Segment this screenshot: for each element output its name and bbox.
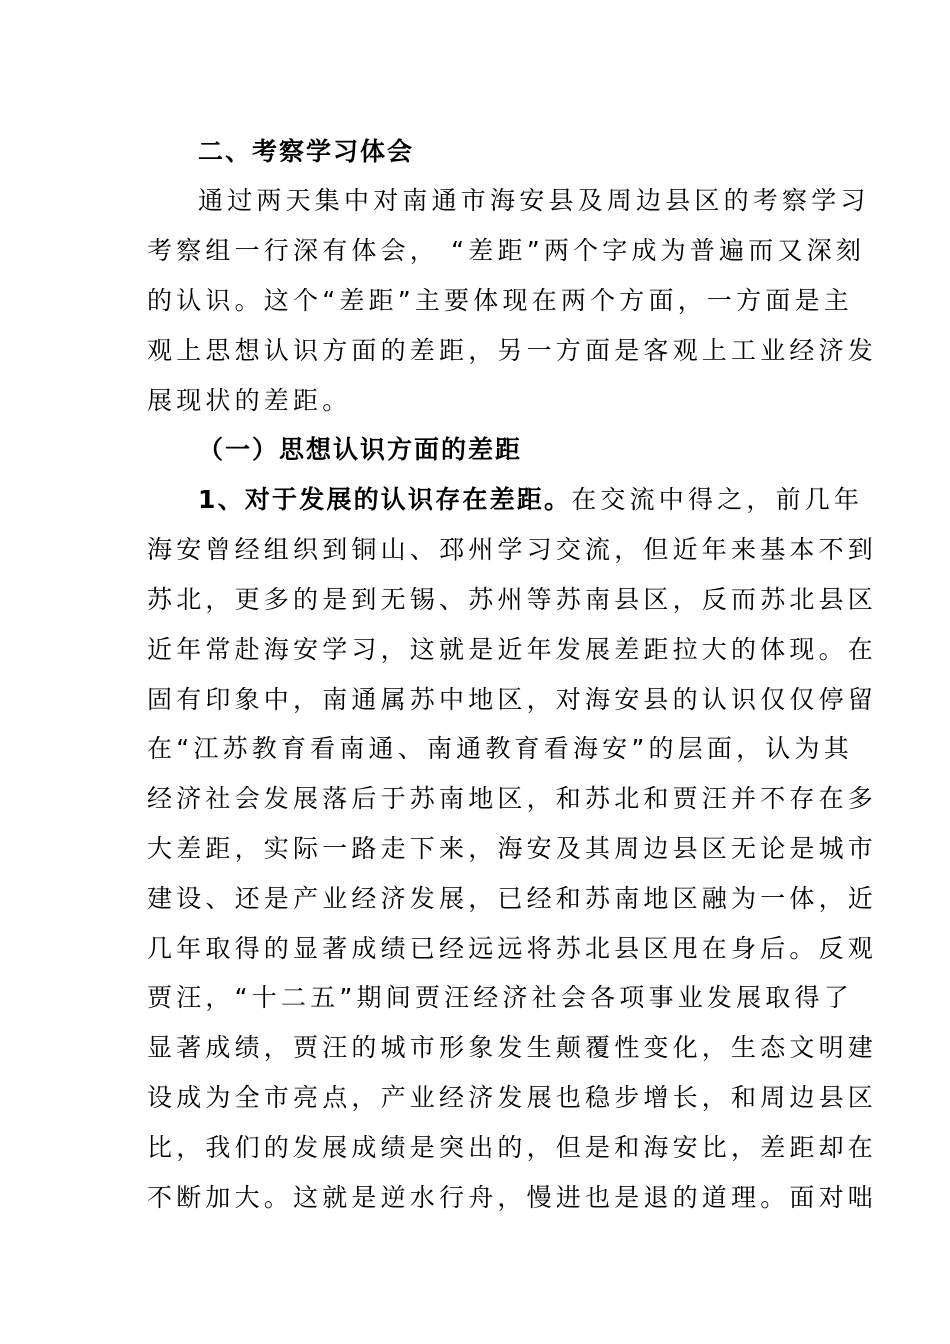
point-1-line-5: 固有印象中，南通属苏中地区，对海安县的认识仅仅停留 bbox=[147, 685, 878, 714]
intro-line-5: 展现状的差距。 bbox=[147, 386, 352, 415]
intro-line-1: 通过两天集中对南通市海安县及周边县区的考察学习 bbox=[198, 186, 870, 215]
point-1-line-8: 大差距，实际一路走下来，海安及其周边县区无论是城市 bbox=[147, 834, 878, 863]
point-1-line-2: 海安曾经组织到铜山、邳州学习交流，但近年来基本不到 bbox=[147, 535, 878, 564]
point-1-first-line bbox=[198, 483, 863, 517]
point-1-lead: 1、对于发展的认识存在差距。 bbox=[198, 485, 572, 514]
point-1-line-11: 贾汪，“十二五”期间贾汪经济社会各项事业发展取得了 bbox=[147, 983, 853, 1012]
point-1-line-6: 在“江苏教育看南通、南通教育看海安”的层面，认为其 bbox=[147, 734, 853, 763]
point-1-line-7: 经济社会发展落后于苏南地区，和苏北和贾汪并不存在多 bbox=[147, 784, 878, 813]
point-1-line-15: 不断加大。这就是逆水行舟，慢进也是退的道理。面对咄 bbox=[147, 1183, 878, 1212]
point-1-line-13: 设成为全市亮点，产业经济发展也稳步增长，和周边县区 bbox=[147, 1083, 878, 1112]
point-1-line-12: 显著成绩，贾汪的城市形象发生颠覆性变化，生态文明建 bbox=[147, 1033, 878, 1062]
point-1-line-10: 几年取得的显著成绩已经远远将苏北县区甩在身后。反观 bbox=[147, 934, 878, 963]
point-1-line-4: 近年常赴海安学习，这就是近年发展差距拉大的体现。在 bbox=[147, 635, 878, 664]
section-heading: 二、考察学习体会 bbox=[198, 137, 415, 166]
intro-line-4: 观上思想认识方面的差距，另一方面是客观上工业经济发 bbox=[147, 336, 878, 365]
point-1-first-line-rest: 在交流中得之，前几年 bbox=[571, 485, 864, 514]
intro-line-3: 的认识。这个“差距”主要体现在两个方面，一方面是主 bbox=[147, 286, 853, 315]
subsection-heading: （一）思想认识方面的差距 bbox=[198, 435, 523, 464]
point-1-line-3: 苏北，更多的是到无锡、苏州等苏南县区，反而苏北县区 bbox=[147, 585, 878, 614]
point-1-line-14: 比，我们的发展成绩是突出的，但是和海安比，差距却在 bbox=[147, 1133, 878, 1162]
point-1-line-9: 建设、还是产业经济发展，已经和苏南地区融为一体，近 bbox=[147, 884, 878, 913]
intro-line-2: 考察组一行深有体会， “差距”两个字成为普遍而又深刻 bbox=[147, 236, 866, 265]
